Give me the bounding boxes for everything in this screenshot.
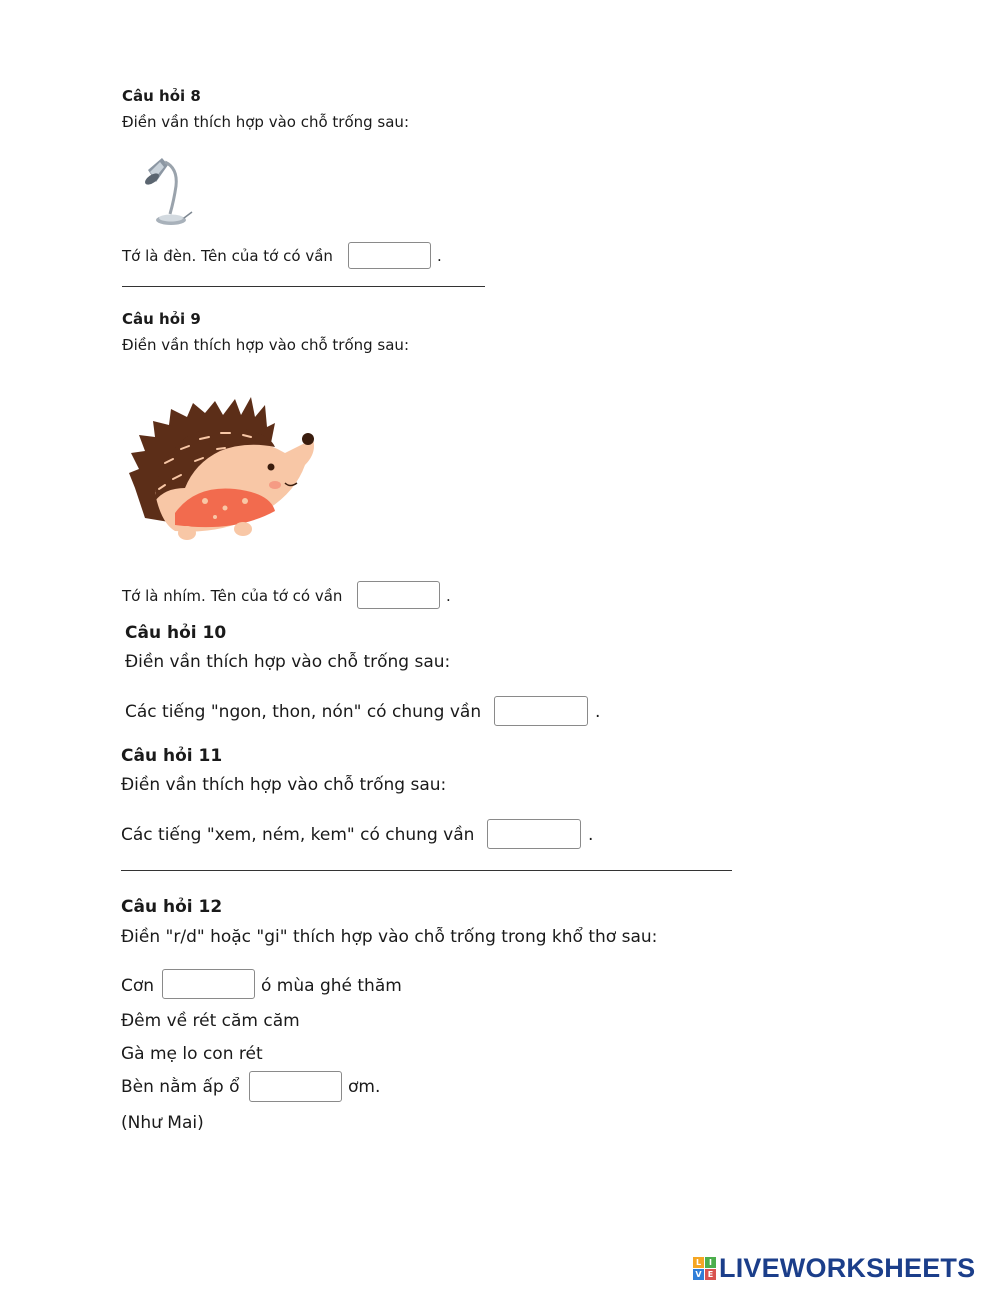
q10-answer-input[interactable]	[494, 696, 588, 726]
logo-mark-icon	[693, 1257, 716, 1280]
q11-answer-input[interactable]	[487, 819, 581, 849]
q8-period: .	[437, 247, 442, 265]
q8-title: Câu hỏi 8	[122, 87, 201, 105]
poem-line-4-start: Bèn nằm ấp ổ	[121, 1077, 240, 1097]
q9-sentence: Tớ là nhím. Tên của tớ có vần	[122, 587, 343, 605]
poem-line-1-end: ó mùa ghé thăm	[261, 976, 402, 996]
q10-period: .	[595, 702, 601, 722]
logo-letter-e: E	[705, 1269, 716, 1280]
logo-letter-v: V	[693, 1269, 704, 1280]
poem-line-2: Đêm về rét căm căm	[121, 1011, 300, 1031]
poem-line-3: Gà mẹ lo con rét	[121, 1044, 263, 1064]
poem-line-1-start: Cơn	[121, 976, 155, 996]
q10-instruction: Điền vần thích hợp vào chỗ trống sau:	[125, 652, 451, 672]
q8-sentence: Tớ là đèn. Tên của tớ có vần	[122, 247, 333, 265]
q8-answer-input[interactable]	[348, 242, 431, 269]
q12-answer-input-1[interactable]	[162, 969, 255, 999]
divider	[121, 870, 732, 871]
q11-period: .	[588, 825, 594, 845]
q11-title: Câu hỏi 11	[121, 746, 223, 766]
q8-instruction: Điền vần thích hợp vào chỗ trống sau:	[122, 113, 409, 131]
q9-title: Câu hỏi 9	[122, 310, 201, 328]
q11-sentence: Các tiếng "xem, ném, kem" có chung vần	[121, 825, 475, 845]
brand-name: LIVEWORKSHEETS	[719, 1253, 976, 1283]
q9-period: .	[446, 587, 451, 605]
q10-sentence: Các tiếng "ngon, thon, nón" có chung vần	[125, 702, 482, 722]
q10-title: Câu hỏi 10	[125, 623, 227, 643]
q9-instruction: Điền vần thích hợp vào chỗ trống sau:	[122, 336, 409, 354]
logo-letter-i: I	[705, 1257, 716, 1268]
desk-lamp-image	[138, 152, 194, 232]
hedgehog-image	[125, 393, 325, 548]
logo-letter-l: L	[693, 1257, 704, 1268]
q12-title: Câu hỏi 12	[121, 897, 223, 917]
poem-author: (Như Mai)	[121, 1113, 204, 1133]
q11-instruction: Điền vần thích hợp vào chỗ trống sau:	[121, 775, 447, 795]
poem-line-4-end: ơm.	[348, 1077, 381, 1097]
q12-answer-input-2[interactable]	[249, 1071, 342, 1102]
q12-instruction: Điền "r/d" hoặc "gi" thích hợp vào chỗ trống trong khổ thơ sau:	[121, 927, 658, 947]
q9-answer-input[interactable]	[357, 581, 440, 609]
divider	[122, 286, 485, 287]
liveworksheets-logo	[693, 1253, 975, 1284]
